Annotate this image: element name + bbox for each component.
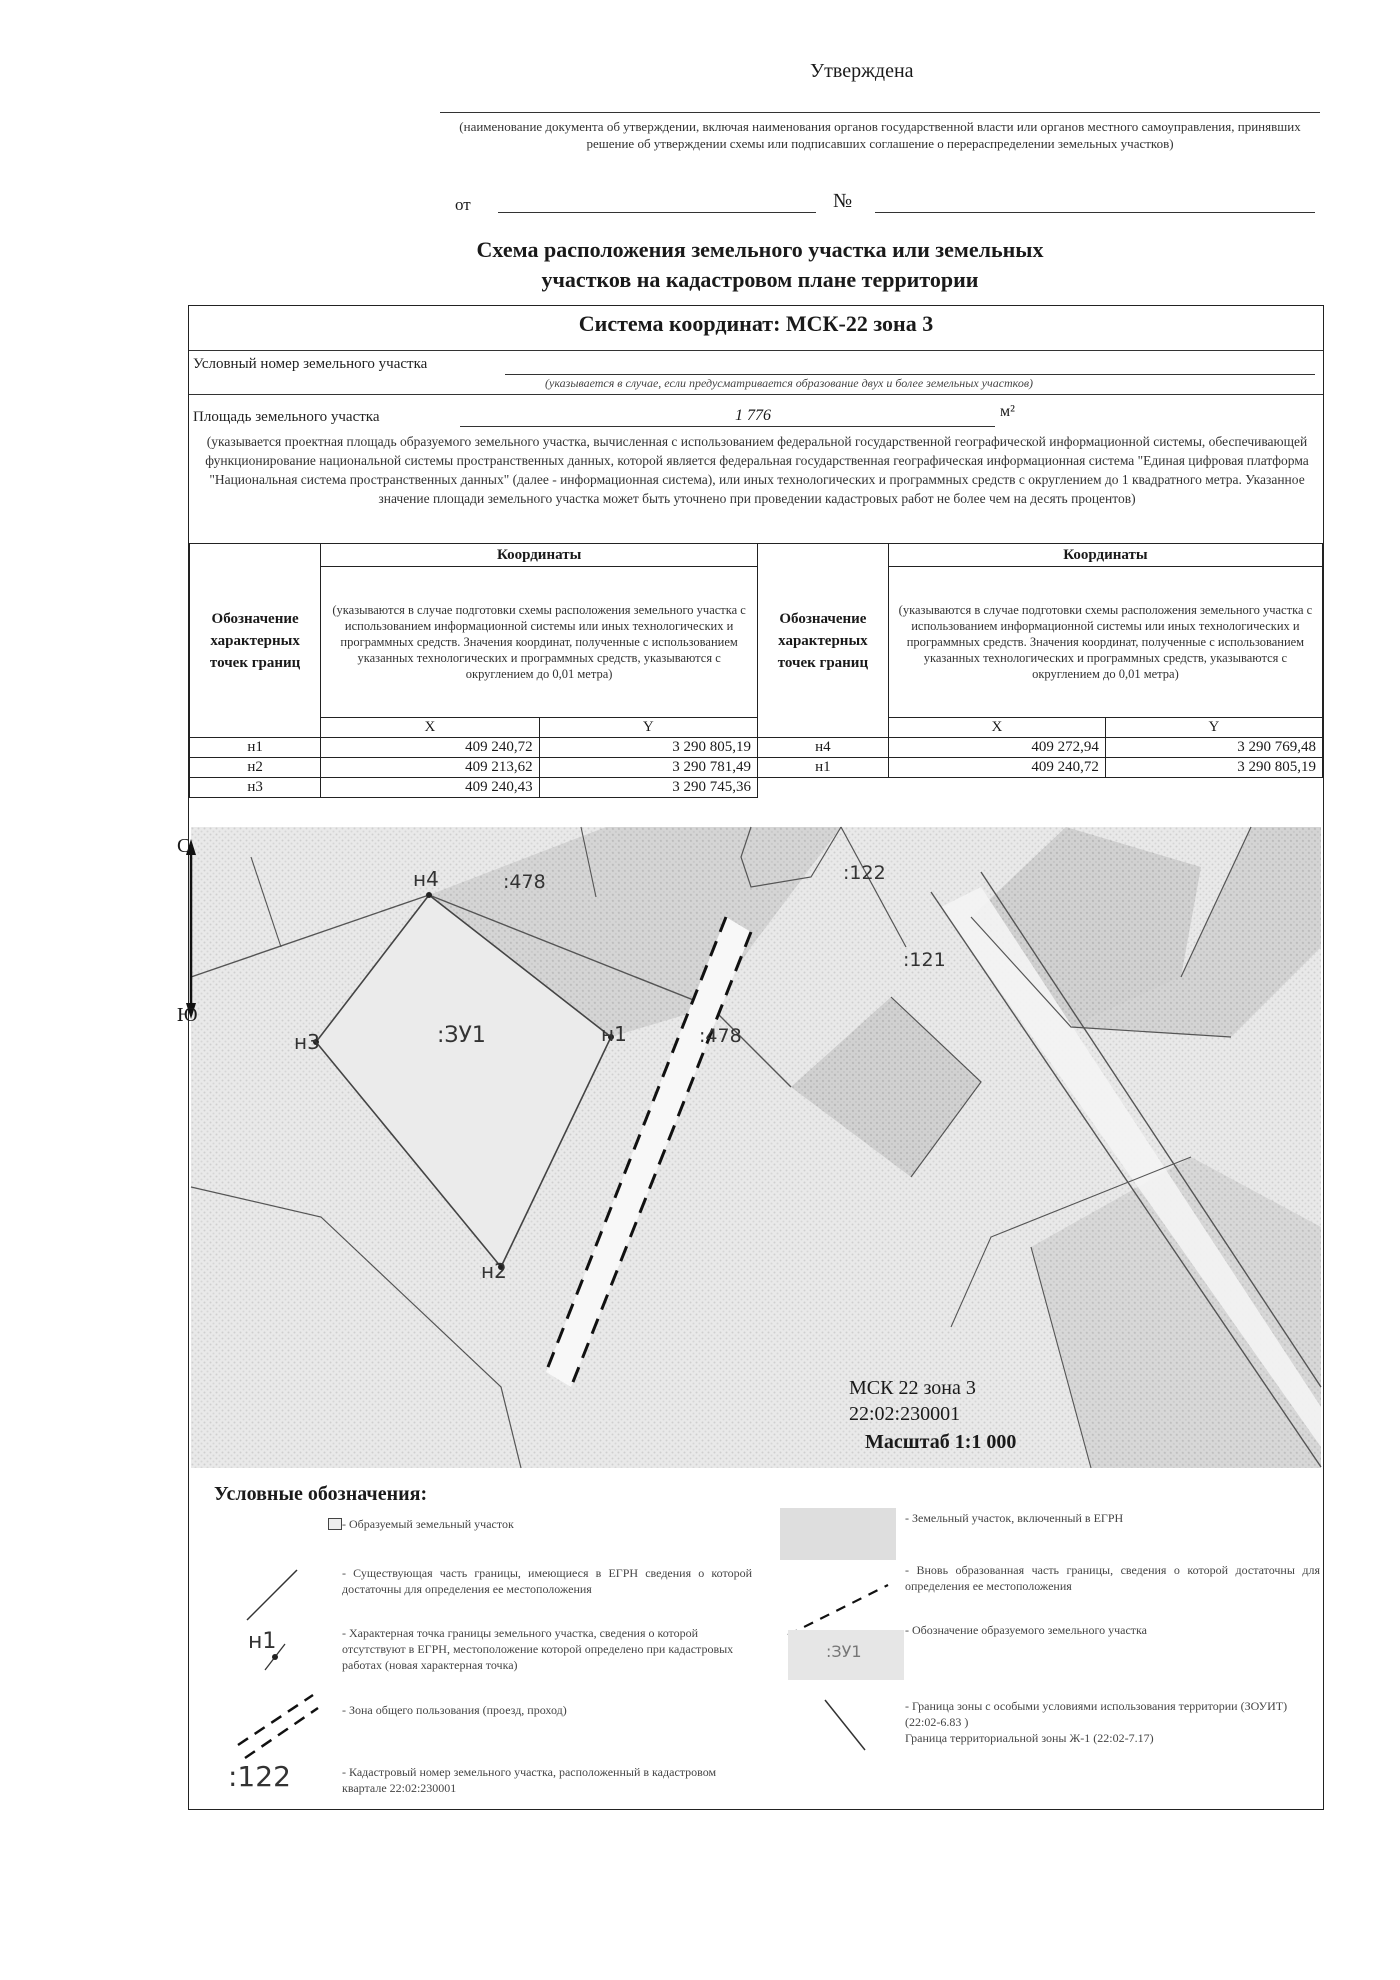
legend-item-formed-plot: - Образуемый земельный участок: [342, 1517, 514, 1531]
parcel-label: :121: [903, 949, 946, 971]
point-label-n4: н4: [413, 867, 439, 891]
x-value: 409 240,43: [321, 778, 539, 798]
system-label: МСК 22 зона 3: [849, 1377, 976, 1399]
point-name: н3: [190, 778, 321, 798]
quarter-label: 22:02:230001: [849, 1403, 961, 1425]
point-n4-marker: [426, 892, 432, 898]
point-label-n3: н3: [294, 1030, 320, 1054]
coords-header: Координаты: [888, 544, 1322, 567]
legend-existing-boundary-swatch: [242, 1565, 302, 1625]
table-row: [758, 738, 1323, 758]
point-header: Обозначение характерных точек границ: [190, 544, 321, 738]
number-label: №: [833, 190, 853, 212]
legend-formed-plot-swatch: [328, 1518, 342, 1530]
legend-item-public-zone: - Зона общего пользования (проезд, проход): [342, 1703, 567, 1717]
table-row: [758, 758, 1323, 778]
legend-public-zone-swatch: [233, 1690, 323, 1760]
document-title: [360, 235, 1160, 295]
y-value: 3 290 805,19: [1105, 758, 1322, 778]
area-description: (указывается проектная площадь образуемого земельного участка, вычисленная с использованием федеральной государственной географической информационной системы, обеспечивающей функционирование национальной системы пространственных данных, которой является федеральная государственная географическая информационная система "Единая цифровая платформа "Национальная система пространственных данных" (далее - информационная система), или иных технологических и программных средств с округлением до 1 квадратного метра. Указанное значение площади земельного участка может быть уточнено при проведении кадастровых работ не более чем на десять процентов): [205, 434, 1309, 506]
x-value: 409 213,62: [321, 758, 539, 778]
area-unit: м²: [1000, 403, 1015, 420]
legend-item-cadastral-number: - Кадастровый номер земельного участка, расположенный в кадастровом квартале 22:02:230001: [342, 1765, 717, 1795]
legend-point-swatch: [263, 1642, 287, 1672]
legend-item-plot-designation: - Обозначение образуемого земельного участка: [905, 1623, 1148, 1637]
conditional-number-line: [505, 374, 1315, 375]
parcel-label: :478: [503, 871, 546, 893]
coordinate-system-title: Система координат: МСК-22 зона 3: [578, 311, 934, 336]
parcel-label: :478: [699, 1025, 742, 1047]
legend-item-new-boundary: - Вновь образованная часть границы, сведения о которой достаточны для определения ее местоположения: [905, 1563, 1320, 1593]
point-name: н1: [758, 758, 889, 778]
x-label: X: [321, 718, 539, 738]
date-line: [498, 212, 816, 213]
legend-title: Условные обозначения:: [214, 1483, 428, 1505]
map-drawing: [191, 827, 1321, 1468]
south-label: Ю: [177, 1004, 198, 1026]
legend-zouit-line: [825, 1700, 865, 1750]
cadastral-map: [177, 827, 1321, 1468]
table-row: [190, 758, 758, 778]
point-name: н4: [758, 738, 889, 758]
legend-item-existing-boundary: - Существующая часть границы, имеющиеся в ЕГРН сведения о которой достаточны для определения ее местоположения: [342, 1566, 752, 1596]
coords-header: Координаты: [321, 544, 758, 567]
from-label: от: [455, 195, 471, 214]
legend-point-dot: [272, 1654, 278, 1660]
legend-plot-sample: :ЗУ1: [826, 1642, 862, 1661]
title-divider: [189, 350, 1323, 351]
y-value: 3 290 769,48: [1105, 738, 1322, 758]
conditional-number-label: Условный номер земельного участка: [193, 356, 428, 372]
area-line: [460, 426, 995, 427]
point-label-n2: н2: [481, 1259, 507, 1283]
plot-label: :ЗУ1: [437, 1023, 486, 1048]
row-divider: [189, 394, 1323, 395]
y-value: 3 290 781,49: [539, 758, 757, 778]
coords-note: (указываются в случае подготовки схемы расположения земельного участка с использованием информационной системы или иных технологических и программных средств. Значения координат, полученные с использованием указанных технологических и программных средств, указываются с округлением до 0,01 метра): [888, 567, 1322, 718]
coordinates-table-right: [757, 543, 1323, 778]
point-header: Обозначение характерных точек границ: [758, 544, 889, 738]
legend-item-egrn-parcel: - Земельный участок, включенный в ЕГРН: [905, 1511, 1124, 1525]
legend-item-territorial-zone: Граница территориальной зоны Ж-1 (22:02-7.17): [905, 1731, 1154, 1745]
coords-note: (указываются в случае подготовки схемы расположения земельного участка с использованием информационной системы или иных технологических и программных средств. Значения координат, полученные с использованием указанных технологических и программных средств, указываются с округлением до 0,01 метра): [321, 567, 758, 718]
y-label: Y: [1105, 718, 1322, 738]
x-value: 409 240,72: [321, 738, 539, 758]
legend-egrn-parcel-swatch: [780, 1508, 896, 1560]
x-value: 409 240,72: [888, 758, 1105, 778]
legend-item-new-point: - Характерная точка границы земельного участка, сведения о которой отсутствуют в ЕГРН, местоположение которой определено при кадастровых работах (новая характерная точка): [342, 1626, 734, 1672]
legend-new-boundary-line: [788, 1585, 888, 1635]
y-label: Y: [539, 718, 757, 738]
legend-existing-line: [247, 1570, 297, 1620]
point-name: н1: [190, 738, 321, 758]
table-row: [190, 778, 758, 798]
approval-note: (наименование документа об утверждении, включая наименования органов государственной власти или органов местного самоуправления, принявших решение об утверждении схемы или подписавших соглашение о перераспределении земельных участков): [459, 119, 1301, 151]
legend-cadastral-sample: :122: [228, 1760, 291, 1793]
point-name: н2: [190, 758, 321, 778]
title-line-1: Схема расположения земельного участка или земельных: [476, 237, 1044, 262]
area-label: Площадь земельного участка: [193, 409, 380, 425]
x-value: 409 272,94: [888, 738, 1105, 758]
legend-item-zouit: - Граница зоны с особыми условиями использования территории (ЗОУИТ) (22:02-6.83 ): [905, 1699, 1288, 1729]
parcel-label: :122: [843, 862, 886, 884]
x-label: X: [888, 718, 1105, 738]
area-value: 1 776: [735, 407, 771, 424]
number-line: [875, 212, 1315, 213]
y-value: 3 290 805,19: [539, 738, 757, 758]
conditional-number-note: (указывается в случае, если предусматривается образование двух и более земельных участков): [545, 376, 1034, 390]
legend-zouit-swatch: [820, 1695, 870, 1755]
y-value: 3 290 745,36: [539, 778, 757, 798]
approval-line: [440, 112, 1320, 113]
legend-point-sample: н1: [248, 1629, 277, 1654]
table-row: [190, 738, 758, 758]
point-label-n1: н1: [601, 1022, 627, 1046]
scale-label: Масштаб 1:1 000: [865, 1431, 1017, 1453]
approved-label: Утверждена: [810, 60, 914, 82]
title-line-2: участков на кадастровом плане территории: [541, 267, 979, 292]
coordinates-table-left: [189, 543, 758, 798]
north-label: С: [177, 835, 191, 857]
